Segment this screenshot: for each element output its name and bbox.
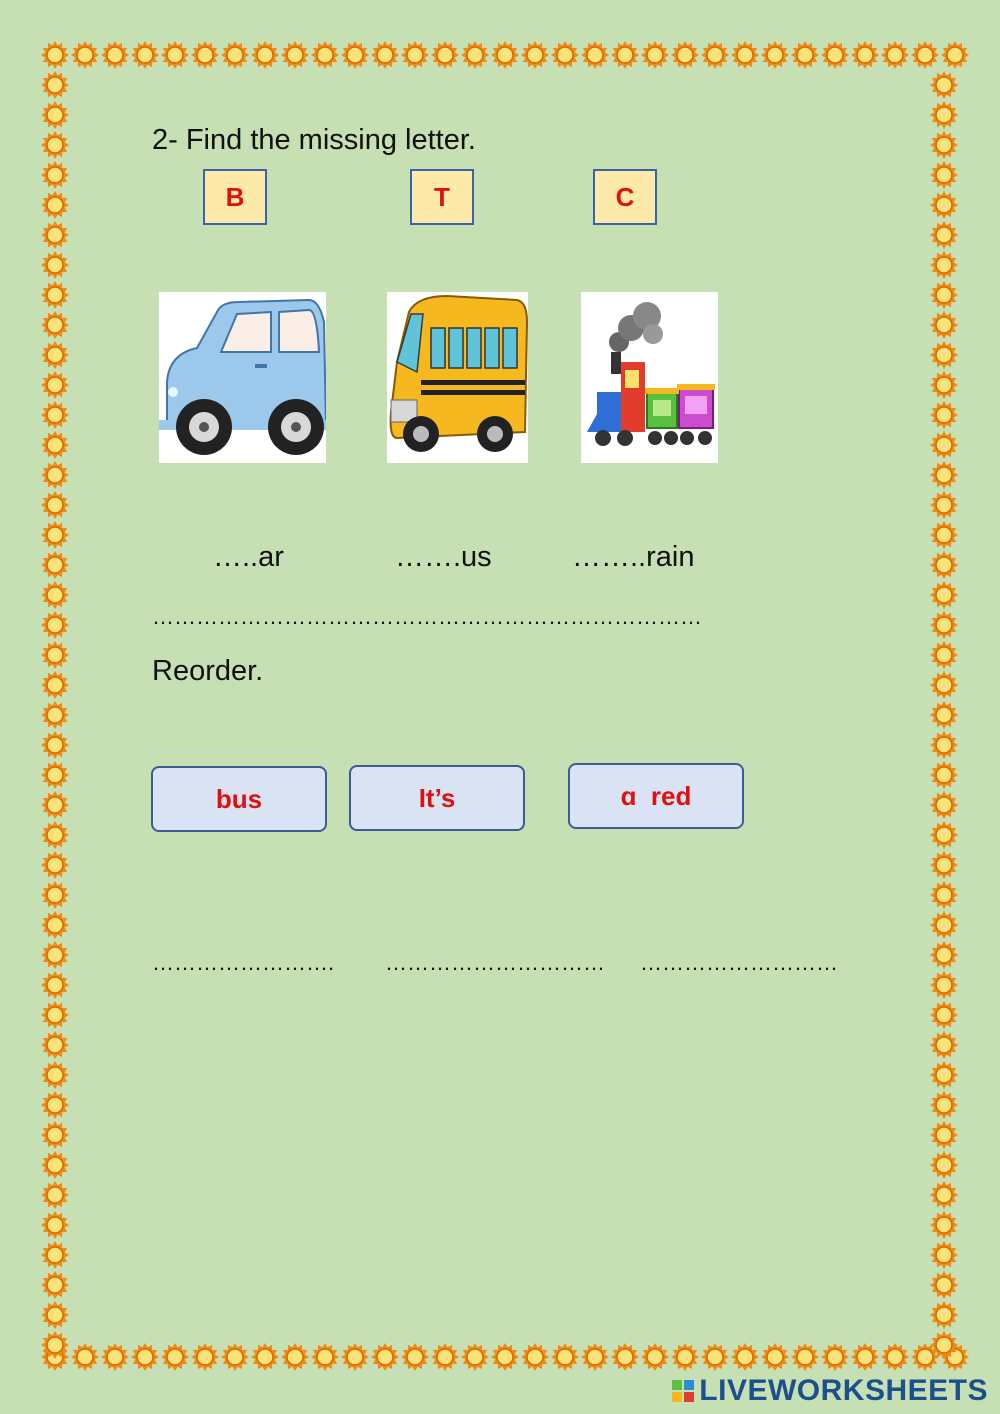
sun-icon <box>929 460 959 490</box>
letter-box-t[interactable]: T <box>410 169 474 225</box>
sun-icon <box>40 1240 70 1270</box>
sun-icon <box>430 40 460 70</box>
sun-icon <box>929 1240 959 1270</box>
sun-icon <box>929 760 959 790</box>
sun-icon <box>250 40 280 70</box>
sun-icon <box>40 700 70 730</box>
sun-icon <box>929 1270 959 1300</box>
sun-icon <box>40 280 70 310</box>
answer-line-2[interactable]: ………………………… <box>385 950 605 975</box>
sun-icon <box>130 40 160 70</box>
sun-icon <box>370 40 400 70</box>
sun-icon <box>929 1210 959 1240</box>
sun-icon <box>40 760 70 790</box>
sun-icon <box>100 1342 130 1372</box>
sun-icon <box>700 1342 730 1372</box>
sun-icon <box>929 1030 959 1060</box>
sun-icon <box>820 1342 850 1372</box>
sun-icon <box>340 40 370 70</box>
bus-picture <box>387 292 528 463</box>
toy-train-icon <box>581 292 718 463</box>
sun-icon <box>580 40 610 70</box>
sun-icon <box>40 1000 70 1030</box>
sun-icon <box>40 1180 70 1210</box>
sun-icon <box>929 1090 959 1120</box>
sun-icon <box>400 40 430 70</box>
sun-icon <box>40 790 70 820</box>
answer-line-3[interactable]: ……………………… <box>640 950 838 975</box>
sun-icon <box>160 1342 190 1372</box>
sun-icon <box>730 40 760 70</box>
sun-icon <box>929 340 959 370</box>
sun-icon <box>929 850 959 880</box>
sun-icon <box>850 1342 880 1372</box>
sun-icon <box>40 1330 70 1360</box>
sun-icon <box>40 460 70 490</box>
letter-box-b[interactable]: B <box>203 169 267 225</box>
sun-icon <box>40 970 70 1000</box>
sun-icon <box>280 1342 310 1372</box>
sun-icon <box>760 1342 790 1372</box>
word-card-bus[interactable]: bus <box>151 766 327 832</box>
sun-icon <box>760 40 790 70</box>
sun-icon <box>550 40 580 70</box>
sun-icon <box>460 1342 490 1372</box>
sun-icon <box>40 910 70 940</box>
sun-icon <box>910 40 940 70</box>
sun-icon <box>929 100 959 130</box>
sun-icon <box>490 40 520 70</box>
sun-icon <box>700 40 730 70</box>
sun-icon <box>929 370 959 400</box>
sun-border-top <box>40 40 970 70</box>
sun-icon <box>40 520 70 550</box>
brand-name: LIVEWORKSHEETS <box>699 1374 988 1407</box>
answer-line-1[interactable]: ……………………. <box>152 950 335 975</box>
sun-icon <box>40 880 70 910</box>
sun-icon <box>40 1120 70 1150</box>
sun-icon <box>580 1342 610 1372</box>
sun-icon <box>929 1000 959 1030</box>
sun-icon <box>310 1342 340 1372</box>
sun-icon <box>40 160 70 190</box>
sun-icon <box>929 670 959 700</box>
sun-icon <box>929 430 959 460</box>
sun-icon <box>220 1342 250 1372</box>
sun-icon <box>40 610 70 640</box>
sun-icon <box>190 40 220 70</box>
blank-car[interactable]: …..ar <box>213 541 284 573</box>
word-card-a-red[interactable]: ɑ red <box>568 763 744 829</box>
sun-icon <box>70 1342 100 1372</box>
sun-icon <box>40 1030 70 1060</box>
liveworksheets-icon <box>670 1378 696 1404</box>
sun-icon <box>130 1342 160 1372</box>
sun-icon <box>40 580 70 610</box>
sun-icon <box>929 490 959 520</box>
sun-icon <box>730 1342 760 1372</box>
sun-icon <box>929 160 959 190</box>
sun-icon <box>929 580 959 610</box>
sun-icon <box>40 430 70 460</box>
liveworksheets-logo <box>670 1374 988 1408</box>
sun-icon <box>40 220 70 250</box>
sun-icon <box>100 40 130 70</box>
sun-icon <box>40 340 70 370</box>
sun-icon <box>929 1120 959 1150</box>
sun-icon <box>40 100 70 130</box>
sun-icon <box>40 850 70 880</box>
sun-icon <box>190 1342 220 1372</box>
sun-icon <box>610 1342 640 1372</box>
school-bus-icon <box>387 292 528 463</box>
sun-icon <box>370 1342 400 1372</box>
sun-icon <box>929 700 959 730</box>
sun-border-bottom <box>40 1342 970 1372</box>
sun-icon <box>929 1330 959 1360</box>
car-icon <box>159 292 326 463</box>
sun-icon <box>929 250 959 280</box>
question-title: 2- Find the missing letter. <box>152 124 476 156</box>
sun-icon <box>929 520 959 550</box>
sun-icon <box>40 1300 70 1330</box>
sun-icon <box>40 400 70 430</box>
sun-icon <box>220 40 250 70</box>
sun-icon <box>520 1342 550 1372</box>
sun-icon <box>929 1300 959 1330</box>
sun-icon <box>340 1342 370 1372</box>
sun-icon <box>929 880 959 910</box>
sun-icon <box>929 970 959 1000</box>
sun-icon <box>790 40 820 70</box>
reorder-title: Reorder. <box>152 655 264 687</box>
sun-icon <box>929 70 959 100</box>
sun-icon <box>40 190 70 220</box>
sun-icon <box>40 370 70 400</box>
sun-icon <box>520 40 550 70</box>
sun-icon <box>400 1342 430 1372</box>
word-card-its[interactable]: It’s <box>349 765 525 831</box>
sun-icon <box>40 310 70 340</box>
car-picture <box>159 292 326 463</box>
sun-icon <box>929 550 959 580</box>
sun-icon <box>929 790 959 820</box>
sun-icon <box>929 610 959 640</box>
sun-icon <box>929 220 959 250</box>
sun-icon <box>40 1270 70 1300</box>
sun-icon <box>929 1180 959 1210</box>
train-picture <box>581 292 718 463</box>
sun-icon <box>40 40 70 70</box>
sun-icon <box>280 40 310 70</box>
blank-bus[interactable]: …….us <box>395 541 492 573</box>
sun-icon <box>40 820 70 850</box>
sun-icon <box>880 40 910 70</box>
separator-dots: ………………………………………………………………… <box>152 604 702 629</box>
sun-icon <box>929 820 959 850</box>
sun-icon <box>250 1342 280 1372</box>
sun-icon <box>160 40 190 70</box>
blank-train[interactable]: ……..rain <box>572 541 695 573</box>
sun-icon <box>880 1342 910 1372</box>
sun-icon <box>40 250 70 280</box>
sun-icon <box>550 1342 580 1372</box>
sun-icon <box>929 910 959 940</box>
sun-icon <box>929 940 959 970</box>
sun-icon <box>430 1342 460 1372</box>
sun-icon <box>40 550 70 580</box>
sun-icon <box>929 130 959 160</box>
sun-icon <box>940 40 970 70</box>
sun-icon <box>40 490 70 520</box>
sun-icon <box>40 640 70 670</box>
sun-icon <box>40 1210 70 1240</box>
sun-icon <box>929 1060 959 1090</box>
sun-icon <box>40 1090 70 1120</box>
sun-icon <box>40 940 70 970</box>
sun-icon <box>640 40 670 70</box>
sun-icon <box>850 40 880 70</box>
sun-icon <box>640 1342 670 1372</box>
sun-icon <box>460 40 490 70</box>
sun-icon <box>670 1342 700 1372</box>
sun-icon <box>40 70 70 100</box>
sun-icon <box>820 40 850 70</box>
letter-box-c[interactable]: C <box>593 169 657 225</box>
sun-icon <box>40 1060 70 1090</box>
sun-icon <box>40 1150 70 1180</box>
sun-icon <box>310 40 340 70</box>
sun-icon <box>40 730 70 760</box>
sun-icon <box>929 1150 959 1180</box>
sun-icon <box>40 130 70 160</box>
sun-icon <box>70 40 100 70</box>
sun-icon <box>929 280 959 310</box>
sun-icon <box>610 40 640 70</box>
sun-icon <box>929 190 959 220</box>
sun-border-right <box>929 70 959 1360</box>
sun-icon <box>670 40 700 70</box>
sun-icon <box>929 310 959 340</box>
sun-icon <box>929 400 959 430</box>
sun-icon <box>929 730 959 760</box>
sun-icon <box>790 1342 820 1372</box>
sun-icon <box>490 1342 520 1372</box>
sun-border-left <box>40 70 70 1360</box>
sun-icon <box>40 670 70 700</box>
sun-icon <box>929 640 959 670</box>
